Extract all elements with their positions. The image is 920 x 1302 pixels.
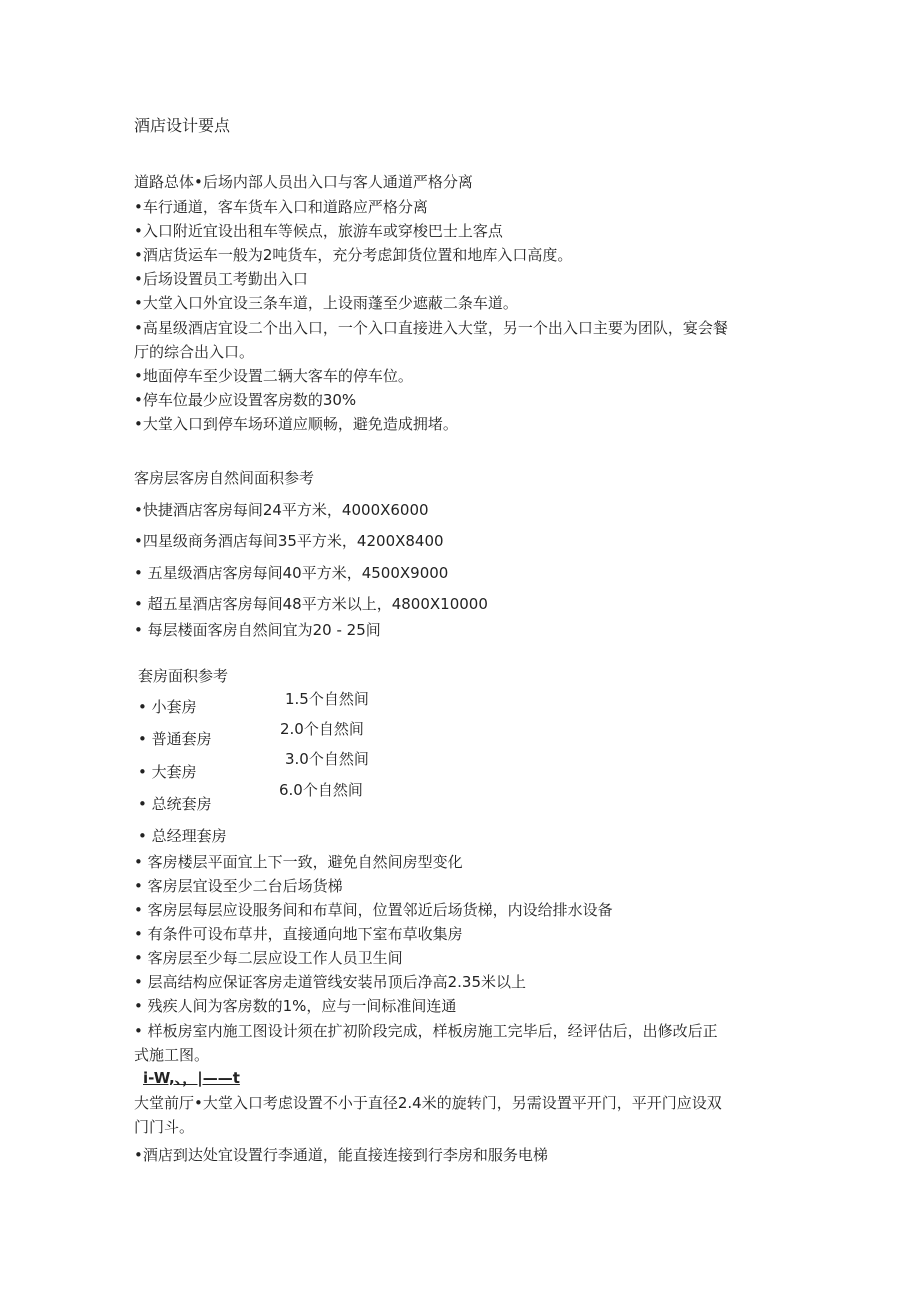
road-line: •大堂入口到停车场环道应顺畅，避免造成拥堵。 (134, 415, 458, 433)
road-line: •高星级酒店宜设二个出入口，一个入口直接进入大堂，另一个出入口主要为团队，宴会餐 (134, 319, 728, 337)
suite-name: • 小套房 (138, 698, 197, 716)
road-line: •停车位最少应设置客房数的30% (134, 391, 357, 409)
room-line: •快捷酒店客房每间24平方米，4000X6000 (134, 501, 429, 519)
suite-name: • 总统套房 (138, 795, 212, 813)
road-line: •大堂入口外宜设三条车道，上设雨蓬至少遮蔽二条车道。 (134, 294, 518, 312)
suite-name: • 普通套房 (138, 730, 212, 748)
suite-name: • 总经理套房 (138, 827, 227, 845)
floor-rule-line: • 客房楼层平面宜上下一致，避免自然间房型变化 (134, 853, 463, 871)
suite-name: • 大套房 (138, 763, 197, 781)
room-line: • 每层楼面客房自然间宜为20 - 25间 (134, 621, 381, 639)
floor-rule-line: • 客房层至少每二层应设工作人员卫生间 (134, 949, 403, 967)
document-title: 酒店设计要点 (134, 116, 231, 135)
floor-rule-line: • 样板房室内施工图设计须在扩初阶段完成，样板房施工完毕后，经评估后，出修改后正 (134, 1022, 718, 1040)
road-line: •酒店货运车一般为2吨货车，充分考虑卸货位置和地库入口高度。 (134, 246, 573, 264)
floor-rule-line: 式施工图。 (134, 1046, 210, 1064)
floor-rule-line: • 客房层宜设至少二台后场货梯 (134, 877, 343, 895)
room-line: •四星级商务酒店每间35平方米，4200X8400 (134, 532, 444, 550)
lobby-line: 大堂前厅•大堂入口考虑设置不小于直径2.4米的旋转门，另需设置平开门，平开门应设双 (134, 1094, 722, 1112)
suite-value: 3.0个自然间 (285, 750, 369, 768)
floor-rule-line: • 残疾人间为客房数的1%，应与一间标准间连通 (134, 997, 457, 1015)
lobby-line: 门门斗。 (134, 1118, 195, 1136)
suite-value: 1.5个自然间 (285, 690, 369, 708)
road-line: 厅的综合出入口。 (134, 343, 255, 361)
suites-heading: 套房面积参考 (138, 667, 229, 685)
suite-value: 2.0个自然间 (280, 720, 364, 738)
road-line: •后场设置员工考勤出入口 (134, 270, 308, 288)
road-line: •车行通道，客车货车入口和道路应严格分离 (134, 198, 428, 216)
room-line: • 五星级酒店客房每间40平方米，4500X9000 (134, 564, 449, 582)
road-line: •入口附近宜设出租车等候点，旅游车或穿梭巴士上客点 (134, 222, 503, 240)
floor-rule-line: • 有条件可设布草井，直接通向地下室布草收集房 (134, 925, 463, 943)
floor-rule-line: • 层高结构应保证客房走道管线安装吊顶后净高2.35米以上 (134, 973, 527, 991)
road-line: •地面停车至少设置二辆大客车的停车位。 (134, 367, 413, 385)
suite-value: 6.0个自然间 (279, 781, 363, 799)
room-line: • 超五星酒店客房每间48平方米以上，4800X10000 (134, 595, 488, 613)
floor-rule-line: • 客房层每层应设服务间和布草间，位置邻近后场货梯，内设给排水设备 (134, 901, 613, 919)
lobby-line: •酒店到达处宜设置行李通道，能直接连接到行李房和服务电梯 (134, 1146, 548, 1164)
rooms-heading: 客房层客房自然间面积参考 (134, 469, 315, 487)
road-line: 道路总体•后场内部人员出入口与客人通道严格分离 (134, 173, 473, 191)
section-marker: i-W,、，|——t (143, 1069, 240, 1087)
